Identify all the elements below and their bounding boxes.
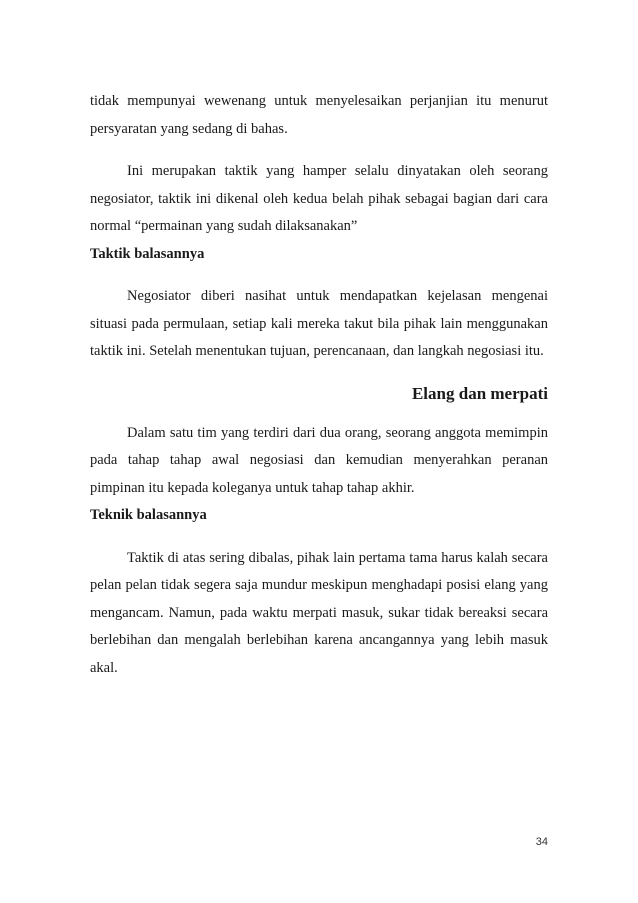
heading-taktik-balasannya: Taktik balasannya (90, 245, 205, 262)
paragraph-elang-dan-merpati: Dalam satu tim yang terdiri dari dua orang, seorang anggota memimpin pada tahap tahap awal negosiasi dan kemudian menyerahkan peranan pimpinan itu kepada koleganya untuk tahap tahap akhir. (90, 424, 548, 496)
heading-teknik-balasannya: Teknik balasannya (90, 507, 207, 523)
paragraph-continuation: tidak mempunyai wewenang untuk menyelesaikan perjanjian itu menurut persyaratan yang sedang di bahas. (90, 93, 548, 137)
heading-elang-dan-merpati: Elang dan merpati (411, 383, 548, 403)
document-page (90, 88, 548, 682)
paragraph-taktik-description: Ini merupakan taktik yang hamper selalu dinyatakan oleh seorang negosiator, taktik ini dikenal oleh kedua belah pihak sebagai bagian dari cara normal “permainan yang sudah dilaksanakan” (90, 163, 548, 234)
paragraph-teknik-balasannya: Taktik di atas sering dibalas, pihak lain pertama tama harus kalah secara pelan pelan tidak segera saja mundur meskipun menghadapi posisi elang yang mengancam. Namun, pada waktu merpati masuk, sukar tidak bereaksi secara berlebihan dan mengalah berlebihan karena ancangannya yang lebih masuk akal. (90, 549, 548, 676)
page-number: 34 (535, 836, 548, 848)
paragraph-taktik-balasannya: Negosiator diberi nasihat untuk mendapatkan kejelasan mengenai situasi pada permulaan, setiap kali mereka takut bila pihak lain menggunakan taktik ini. Setelah menentukan tujuan, perencanaan, dan langkah negosiasi itu. (90, 288, 548, 359)
